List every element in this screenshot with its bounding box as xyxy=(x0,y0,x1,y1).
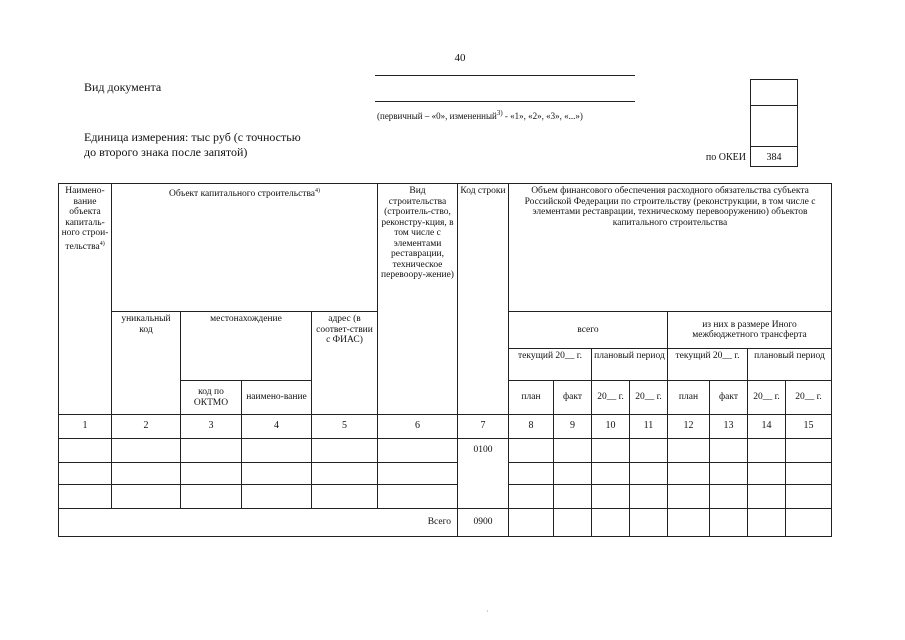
column-number: 10 xyxy=(592,415,630,439)
table-cell[interactable] xyxy=(748,463,786,485)
table-cell[interactable] xyxy=(181,439,242,463)
header-unique-code: уникальный код xyxy=(112,312,181,415)
table-cell[interactable] xyxy=(592,463,630,485)
header-year: 20__ г. xyxy=(592,381,630,415)
table-cell[interactable] xyxy=(242,439,312,463)
header-object-name xyxy=(59,184,112,415)
header-year: 20__ г. xyxy=(748,381,786,415)
column-number: 7 xyxy=(458,415,509,439)
header-fact: факт xyxy=(554,381,592,415)
table-cell[interactable] xyxy=(710,509,748,537)
table-cell[interactable] xyxy=(748,509,786,537)
header-location: местонахождение xyxy=(181,312,312,381)
row-code-cell: 0100 xyxy=(458,439,509,509)
total-row xyxy=(59,509,832,537)
table-cell[interactable] xyxy=(554,509,592,537)
table-cell[interactable] xyxy=(509,485,554,509)
table-cell[interactable] xyxy=(554,463,592,485)
table-cell[interactable] xyxy=(592,485,630,509)
doc-type-code-cell[interactable] xyxy=(750,79,798,106)
unit-label xyxy=(84,130,301,160)
table-cell[interactable] xyxy=(112,463,181,485)
header-transfer: из них в размере Иного межбюджетного трансферта xyxy=(668,312,832,349)
footnote-ref: 4) xyxy=(315,188,321,194)
header-oktmo-code: код по ОКТМО xyxy=(181,381,242,415)
table-cell[interactable] xyxy=(668,509,710,537)
header-planned-period: плановый период xyxy=(748,349,832,381)
header-plan: план xyxy=(509,381,554,415)
table-row xyxy=(59,485,832,509)
header-fact: факт xyxy=(710,381,748,415)
header-line-code: Код строки xyxy=(458,184,509,415)
table-cell[interactable] xyxy=(630,485,668,509)
doc-type-field-line[interactable] xyxy=(375,75,635,76)
header-total: всего xyxy=(509,312,668,349)
table-cell[interactable] xyxy=(786,509,832,537)
total-label: Всего xyxy=(59,509,458,537)
table-cell[interactable] xyxy=(378,485,458,509)
table-row xyxy=(59,463,832,485)
table-cell[interactable] xyxy=(509,509,554,537)
table-cell[interactable] xyxy=(112,485,181,509)
table-cell[interactable] xyxy=(668,463,710,485)
footnote-ref: 3) xyxy=(496,109,503,117)
doc-type-hint-text: (первичный – «0», измененный xyxy=(377,111,497,121)
footnote-ref: 4) xyxy=(99,240,105,247)
table-cell[interactable] xyxy=(786,439,832,463)
header-fias-address: адрес (в соответ-ствии с ФИАС) xyxy=(312,312,378,415)
table-cell[interactable] xyxy=(242,463,312,485)
table-cell[interactable] xyxy=(378,463,458,485)
header-current-year: текущий 20__ г. xyxy=(668,349,748,381)
column-number: 13 xyxy=(710,415,748,439)
column-number: 14 xyxy=(748,415,786,439)
table-cell[interactable] xyxy=(630,439,668,463)
header-construction-type: Вид строительства (строитель-ство, реконстру-кция, в том числе с элементами реставрации, техническое перевоору-жение) xyxy=(378,184,458,415)
column-number: 8 xyxy=(509,415,554,439)
table-cell[interactable] xyxy=(710,463,748,485)
total-code: 0900 xyxy=(458,509,509,537)
page-number: 40 xyxy=(454,52,466,64)
table-cell[interactable] xyxy=(786,463,832,485)
doc-type-label: Вид документа xyxy=(84,80,162,94)
column-number: 15 xyxy=(786,415,832,439)
table-cell[interactable] xyxy=(312,439,378,463)
column-number: 9 xyxy=(554,415,592,439)
table-cell[interactable] xyxy=(554,485,592,509)
header-location-name: наимено-вание xyxy=(242,381,312,415)
doc-type-hint-line xyxy=(375,101,635,102)
column-number: 4 xyxy=(242,415,312,439)
column-number: 6 xyxy=(378,415,458,439)
table-cell[interactable] xyxy=(592,509,630,537)
table-row xyxy=(59,439,832,463)
header-object-name-text: Наимено-вание объекта капиталь-ного строи-тельства xyxy=(61,186,109,252)
header-current-year: текущий 20__ г. xyxy=(509,349,592,381)
table-cell[interactable] xyxy=(748,439,786,463)
header-year: 20__ г. xyxy=(786,381,832,415)
table-cell[interactable] xyxy=(59,463,112,485)
scan-mark: · xyxy=(486,607,489,616)
header-planned-period: плановый период xyxy=(592,349,668,381)
column-number: 1 xyxy=(59,415,112,439)
table-cell[interactable] xyxy=(112,439,181,463)
table-cell[interactable] xyxy=(312,485,378,509)
table-cell[interactable] xyxy=(181,485,242,509)
table-cell[interactable] xyxy=(668,485,710,509)
doc-type-hint xyxy=(377,109,583,121)
unit-label-line1: Единица измерения: тыс руб (с точностью xyxy=(84,130,301,144)
table-cell[interactable] xyxy=(710,439,748,463)
table-cell[interactable] xyxy=(592,439,630,463)
okei-label: по ОКЕИ xyxy=(705,152,746,163)
column-number: 2 xyxy=(112,415,181,439)
column-number: 11 xyxy=(630,415,668,439)
table-cell[interactable] xyxy=(630,509,668,537)
column-number: 5 xyxy=(312,415,378,439)
table-cell[interactable] xyxy=(59,439,112,463)
table-cell[interactable] xyxy=(554,439,592,463)
financing-table xyxy=(58,183,832,537)
table-cell[interactable] xyxy=(509,439,554,463)
column-number: 3 xyxy=(181,415,242,439)
doc-type-hint-values: - «1», «2», «3», «...») xyxy=(502,111,583,121)
table-cell[interactable] xyxy=(786,485,832,509)
table-cell[interactable] xyxy=(710,485,748,509)
column-number: 12 xyxy=(668,415,710,439)
table-cell[interactable] xyxy=(668,439,710,463)
table-cell[interactable] xyxy=(378,439,458,463)
header-plan: план xyxy=(668,381,710,415)
header-capital-object xyxy=(112,184,378,312)
unit-label-line2: до второго знака после запятой) xyxy=(84,145,248,159)
table-cell[interactable] xyxy=(748,485,786,509)
header-year: 20__ г. xyxy=(630,381,668,415)
table-cell[interactable] xyxy=(312,463,378,485)
header-financing-volume: Объем финансового обеспечения расходного обязательства субъекта Российской Федерации по строительству (реконструкции, в том числе с элементами реставрации, техническому перевооружению) объектов капитального строительства xyxy=(509,184,832,312)
table-cell[interactable] xyxy=(181,463,242,485)
table-cell[interactable] xyxy=(242,485,312,509)
header-capital-object-text: Объект капитального строительства xyxy=(168,189,316,200)
table-cell[interactable] xyxy=(59,485,112,509)
table-cell[interactable] xyxy=(630,463,668,485)
codes-divider xyxy=(750,146,798,147)
okei-value: 384 xyxy=(766,152,782,163)
table-cell[interactable] xyxy=(509,463,554,485)
